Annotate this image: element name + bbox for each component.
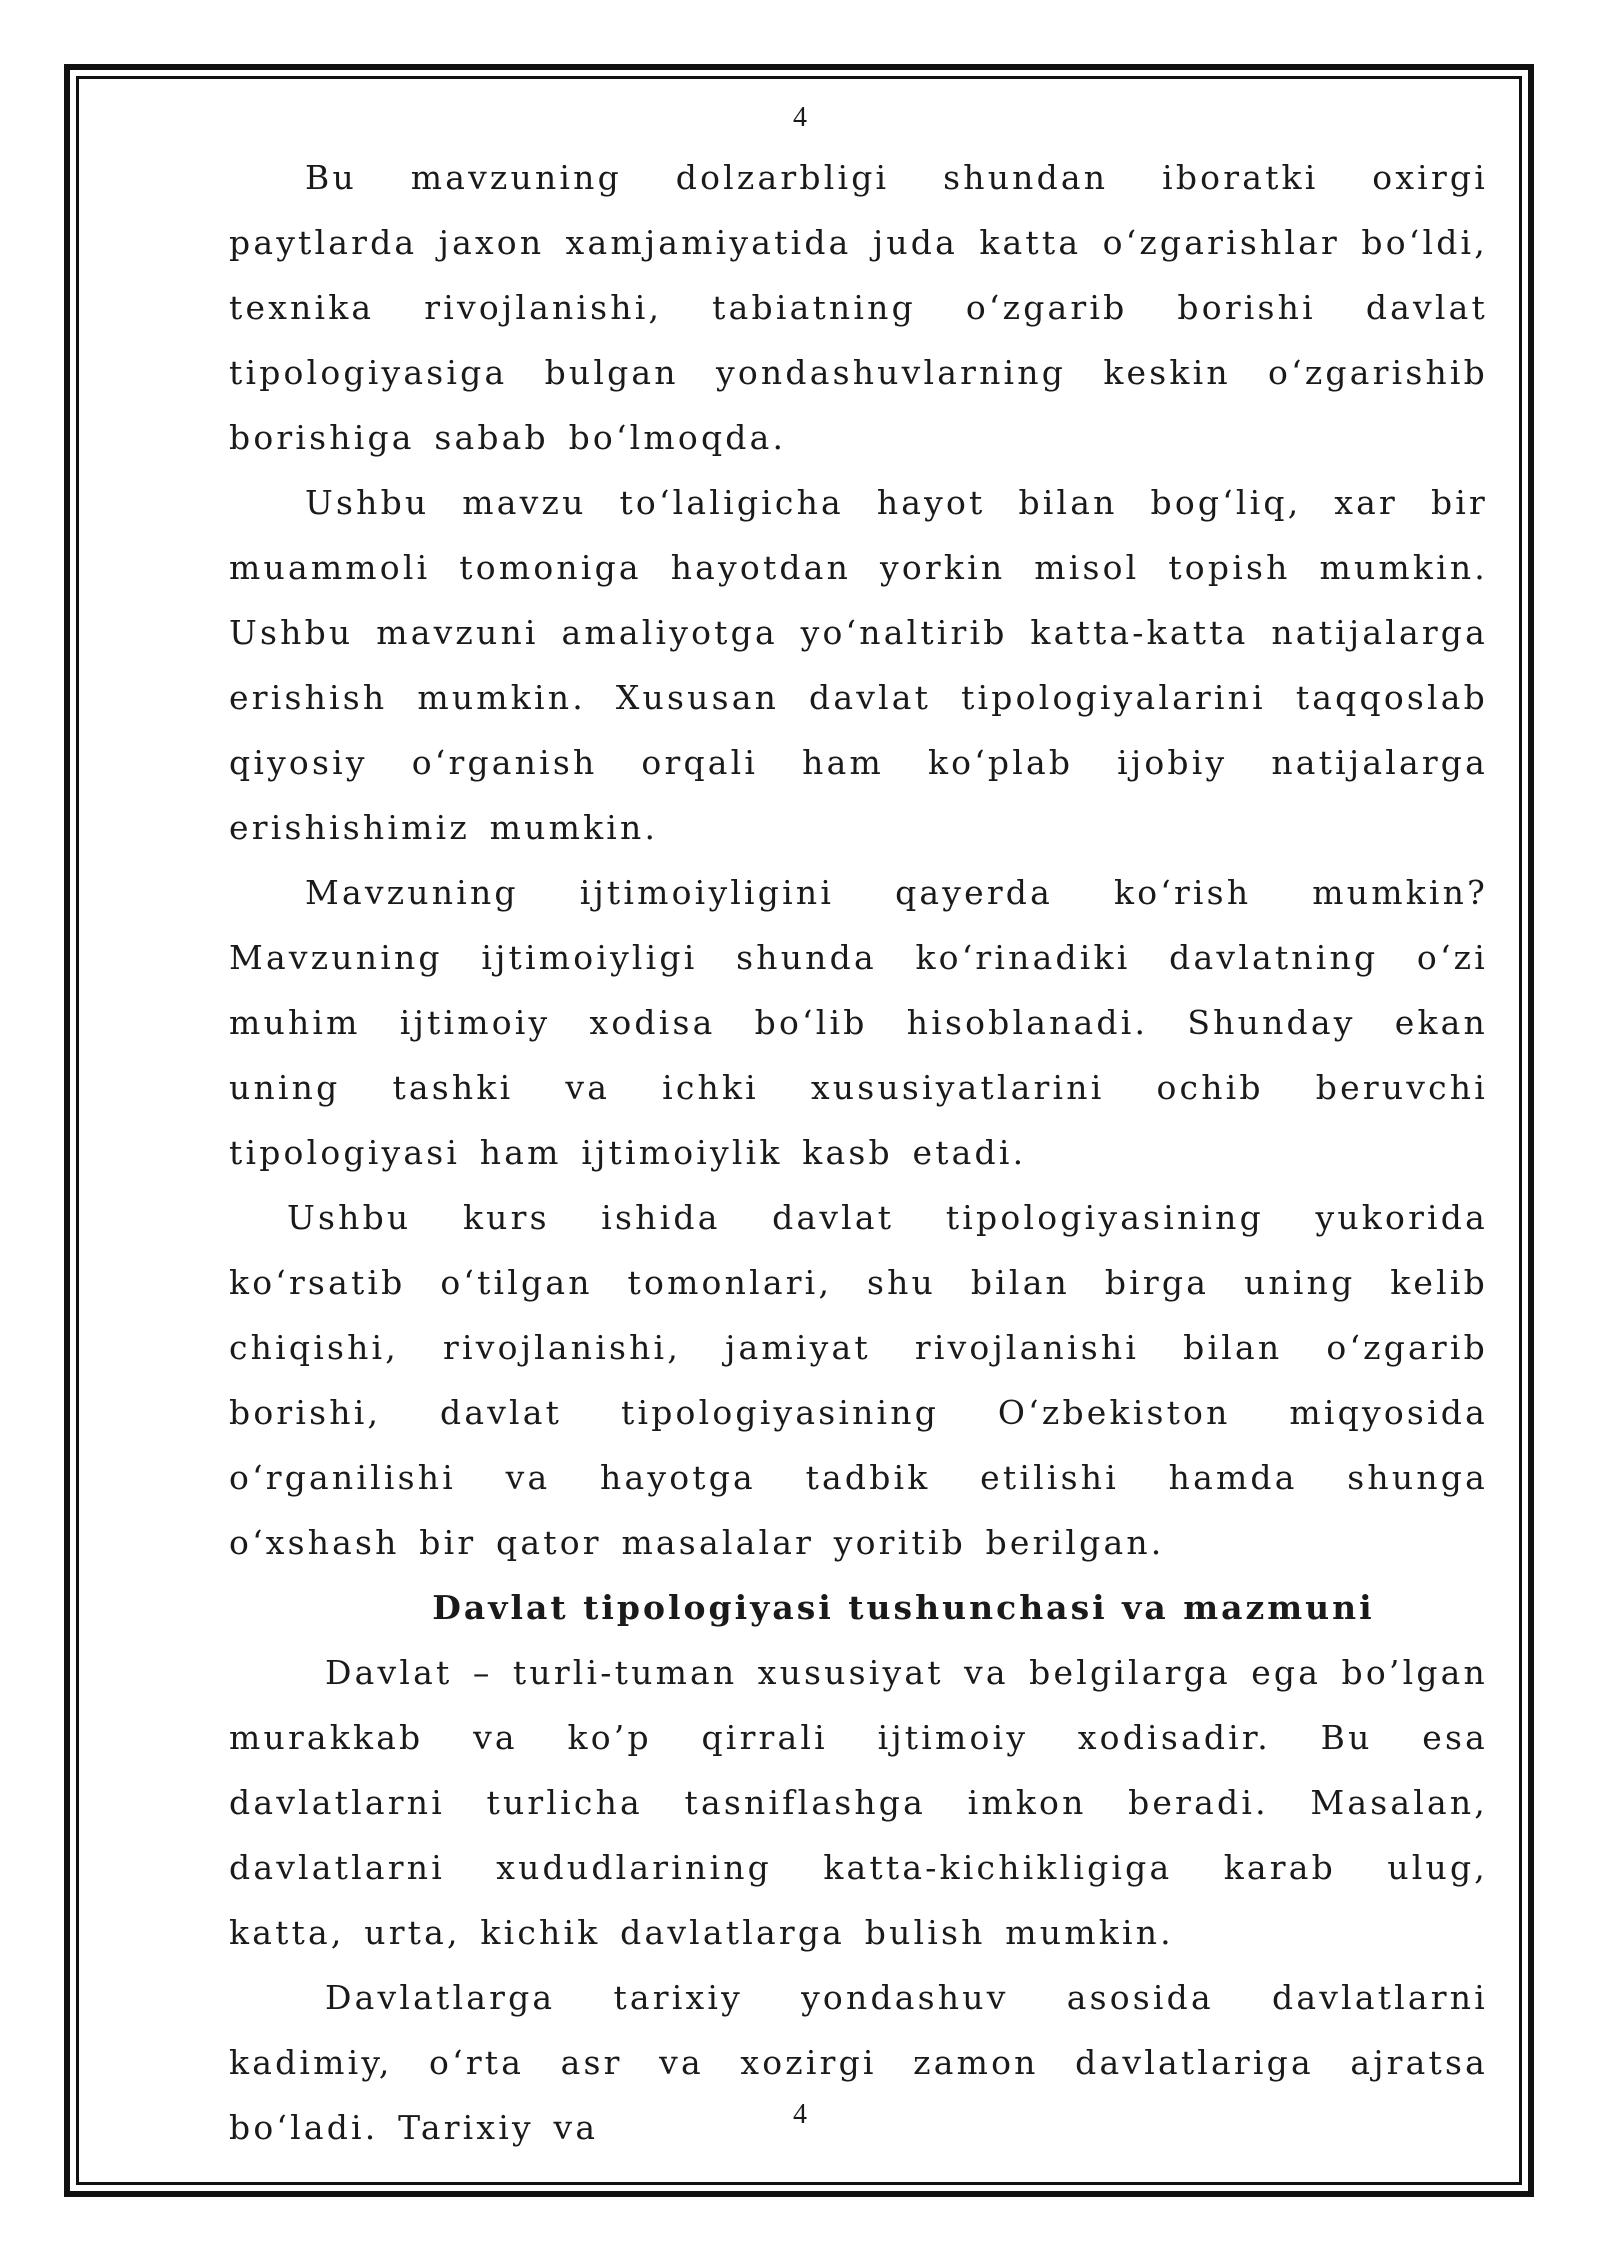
paragraph-text: Ushbu kurs ishida davlat tipologiyasining yukorida ko‘rsatib o‘tilgan tomonlari, shu bilan birga uning kelib chiqishi, rivojlanishi, jamiyat rivojlanishi bilan o‘zgarib borishi, davlat tipologiyasining O‘zbekiston miqyosida o‘rganilishi va hayotga tadbik etilishi hamda shunga o‘xshash bir qator masalalar yoritib berilgan. bbox=[229, 1198, 1488, 1562]
paragraph-social bbox=[229, 860, 1488, 1185]
paragraph-text: Ushbu mavzu to‘laligicha hayot bilan bog‘liq, xar bir muammoli tomoniga hayotdan yorkin misol topish mumkin. Ushbu mavzuni amaliyotga yo‘naltirib katta-katta natijalarga erishish mumkin. Xususan davlat tipologiyalarini taqqoslab qiyosiy o‘rganish orqali ham ko‘plab ijobiy natijalarga erishishimiz mumkin. bbox=[229, 483, 1488, 847]
paragraph-practical bbox=[229, 470, 1488, 860]
paragraph-definition bbox=[229, 1640, 1488, 1965]
paragraph-text: Bu mavzuning dolzarbligi shundan iboratki oxirgi paytlarda jaxon xamjamiyatida juda katta o‘zgarishlar bo‘ldi, texnika rivojlanishi, tabiatning o‘zgarib borishi davlat tipologiyasiga bulgan yondashuvlarning keskin o‘zgarishib borishiga sabab bo‘lmoqda. bbox=[229, 158, 1488, 457]
page-number-top: 4 bbox=[793, 102, 807, 133]
paragraph-text: Davlatlarga tarixiy yondashuv asosida davlatlarni kadimiy, o‘rta asr va xozirgi zamon davlatlariga ajratsa bo‘ladi. Tarixiy va bbox=[229, 1978, 1488, 2147]
paragraph-historical bbox=[229, 1965, 1488, 2160]
document-body bbox=[229, 145, 1488, 2160]
section-heading: Davlat tipologiyasi tushunchasi va mazmuni bbox=[432, 1588, 1375, 1627]
paragraph-text: Mavzuning ijtimoiyligini qayerda ko‘rish mumkin? Mavzuning ijtimoiyligi shunda ko‘rinadiki davlatning o‘zi muhim ijtimoiy xodisa bo‘lib hisoblanadi. Shunday ekan uning tashki va ichki xususiyatlarini ochib beruvchi tipologiyasi ham ijtimoiylik kasb etadi. bbox=[229, 873, 1488, 1172]
paragraph-scope bbox=[229, 1185, 1488, 1575]
paragraph-text: Davlat – turli-tuman xususiyat va belgilarga ega bo’lgan murakkab va ko’p qirrali ijtimoiy xodisadir. Bu esa davlatlarni turlicha tasniflashga imkon beradi. Masalan, davlatlarni xududlarining katta-kichikligiga karab ulug, katta, urta, kichik davlatlarga bulish mumkin. bbox=[229, 1653, 1488, 1952]
page-number-bottom: 4 bbox=[793, 2099, 807, 2130]
paragraph-relevance bbox=[229, 145, 1488, 470]
